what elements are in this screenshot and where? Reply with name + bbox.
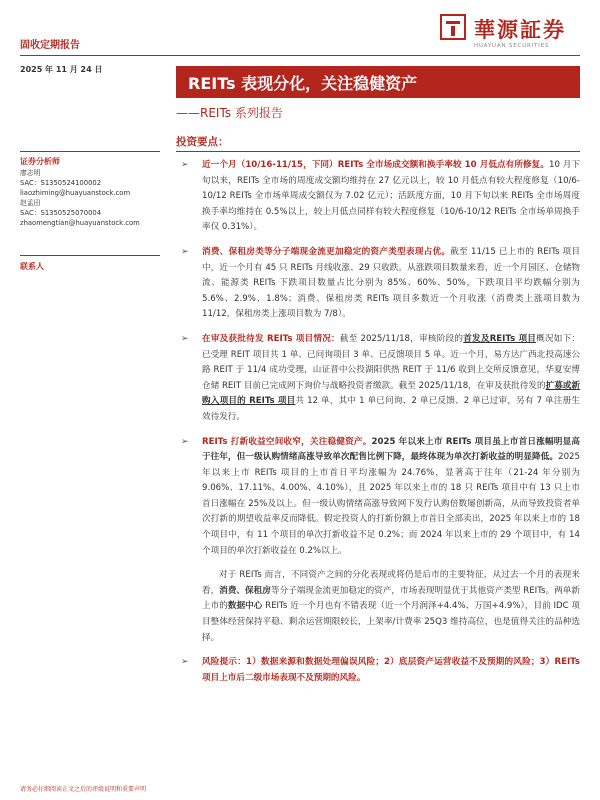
sidebar-divider-bottom bbox=[20, 255, 160, 256]
highlight-text: 概况如下：已受理 REIT 项目共 1 单、已问询项目 3 单、已反馈项目 5 单。近一个月，易方达广西北投高速公路 REIT 于 11/4 成功受理，山证晋中公投湖阳供热 REIT 于 11/6 收到上交所反馈意见，华夏安博仓储 REIT 目前已完成网下询价与战略投资者缴款。截至 2025/11/18，在审及获批待发的 bbox=[202, 333, 580, 391]
report-subtitle: ——REITs 系列报告 bbox=[176, 106, 283, 120]
analyst-heading: 证券分析师 bbox=[20, 157, 60, 166]
highlight-text: 2025 年以来上市 REITs 项目的上市首日平均涨幅为 24.76%，显著高于往年（21-24 年分别为 9.06%、17.11%、4.00%、4.10%），且 2025 年以来上市的 18 只 REITs 项目中有 13 只上市首日涨幅在 25%及以上。但一级认购情绪高涨导致网下发行认购倍数屡创新高，从而导致投资者单次打新的期望收益率反而降低。假定投资人的打新份额上市首日全部卖出，2025 年以来上市的 18 个项目中，有 11 个项目的单次打新收益不足 0.2%；而 2024 年以来上市的 29 个项目中，有 14 个项目的单次打新收益在 0.2%以上。 bbox=[202, 452, 580, 556]
logo-mark-icon bbox=[440, 14, 466, 40]
report-title: REITs 表现分化，关注稳健资产 bbox=[188, 74, 418, 93]
highlight-lead: 在审及获批待发 REITs 项目情况： bbox=[202, 333, 340, 344]
summary-paragraph bbox=[176, 568, 580, 646]
highlight-text: 10 月下旬以来，REITs 全市场的周度成交额均维持在 27 亿元以上，较 10 月低点有较大程度修复（10/6-10/12 REITs 全市场单周成交额仅为 7.02 亿元）；活跃度方面，10 月下旬以来 REITs 全市场周度换手率均维持在 0.5%以上，较上月低点同样有较大程度修复（10/6-10/12 REITs 全市场单周换手率仅 0.31%）。 bbox=[202, 160, 580, 233]
paragraph-bold: 消费、保租房 bbox=[219, 585, 271, 596]
highlight-bold: 2025 年以来上市 REITs 项目虽上市首日涨幅明显高于往年，但一级认购情绪高涨导致单次配售比例下降，最终体现为单次打新收益的明显降低。 bbox=[202, 436, 580, 463]
paragraph-text: 等分子端现金流更加稳定的资产，市场表现明显优于其他资产类型 REITs。两单新上市的 bbox=[202, 585, 580, 612]
paragraph-text: REITs 近一个月也有不错表现（近一个月润泽+4.4%、万国+4.9%），目前 IDC 项目整体经营保持平稳、剩余运营期限较长，上架率/计费率 25Q3 维持高位，也是值得关注的品种选择。 bbox=[202, 601, 580, 643]
logo-name-cn: 華源証券 bbox=[474, 17, 566, 42]
highlight-lead: 近一个月（10/16-11/15，下同）REITs 全市场成交额和换手率较 10 月低点有所修复。 bbox=[202, 160, 549, 170]
analyst-sac: SAC：S1350525070004 bbox=[20, 209, 102, 217]
analyst-email[interactable]: zhaomengtian@huayuanstock.com bbox=[20, 219, 140, 227]
analyst-sac: SAC：S1350524100002 bbox=[20, 179, 102, 187]
investment-highlights-heading: 投资要点： bbox=[176, 136, 229, 148]
arrow-bullet-icon: ➢ bbox=[181, 246, 189, 257]
arrow-bullet-icon: ➢ bbox=[181, 436, 189, 447]
logo-name-en: HUAYUAN SECURITIES bbox=[474, 43, 550, 49]
highlight-underlined: 首发及REITs 项目 bbox=[463, 333, 537, 344]
highlight-item bbox=[176, 245, 580, 323]
contact-heading: 联系人 bbox=[20, 262, 44, 271]
analyst-name: 廖志明 bbox=[20, 169, 41, 177]
header-divider bbox=[20, 55, 580, 56]
highlight-text: 截至 2025/11/18，审核阶段的 bbox=[339, 333, 464, 344]
report-category: 固收定期报告 bbox=[20, 40, 80, 51]
report-date: 2025 年 11 月 24 日 bbox=[20, 65, 103, 74]
analyst-email[interactable]: liaozhiming@huayuanstock.com bbox=[20, 189, 131, 197]
investment-highlights bbox=[176, 158, 580, 695]
risk-warning bbox=[176, 655, 580, 686]
risk-text: 风险提示：1）数据来源和数据处理偏误风险；2）底层资产运营收益不及预期的风险；3）REITs 项目上市后二级市场表现不及预期的风险。 bbox=[202, 657, 580, 683]
title-banner bbox=[176, 66, 580, 98]
brand-logo bbox=[440, 14, 590, 54]
highlight-lead: REITs 打新收益空间收窄，关注稳健资产。 bbox=[202, 436, 372, 447]
analyst-list bbox=[20, 168, 170, 228]
content-divider bbox=[176, 151, 580, 152]
paragraph-text: 对于 REITs 而言，不同资产之间的分化表现或将仍是后市的主要特征，从过去一个月的表现来看， bbox=[202, 570, 580, 596]
footer-disclaimer: 请务必仔细阅读正文之后的评级说明和重要声明 bbox=[20, 786, 147, 793]
paragraph-bold: 数据中心 bbox=[227, 601, 263, 612]
highlight-underlined: 扩募或新购入项目的 REITs 项目 bbox=[202, 380, 580, 407]
highlight-text: 共 12 单，其中 1 单已问询、2 单已反馈、2 单已过审，另有 7 单注册生效待发行。 bbox=[202, 396, 580, 422]
arrow-bullet-icon: ➢ bbox=[181, 333, 189, 344]
highlight-text: 截至 11/15 已上市的 REITs 项目中，近一个月有 45 只 REITs 月线收涨、29 只收跌。从涨跌项目数量来看，近一个月园区、仓储物流、能源类 REITs 下跌项目数量占比分别为 85%、60%、50%，下跌项目平均跌幅分别为 5.6%、2.9%、1.8%；消费、保租房类 REITs 项目多数近一个月收涨（消费类上涨项目数为 11/12，保租房类上涨项目数为 7/8）。 bbox=[202, 246, 580, 320]
arrow-bullet-icon: ➢ bbox=[181, 160, 189, 170]
highlight-item bbox=[176, 332, 580, 426]
analyst-name: 赵孟田 bbox=[20, 199, 41, 207]
sidebar-divider-top bbox=[20, 151, 160, 152]
highlight-item bbox=[176, 158, 580, 236]
arrow-bullet-icon: ➢ bbox=[181, 657, 189, 668]
highlight-item bbox=[176, 435, 580, 560]
highlight-lead: 消费、保租房类等分子端现金流更加稳定的资产类型表现占优。 bbox=[202, 246, 451, 257]
